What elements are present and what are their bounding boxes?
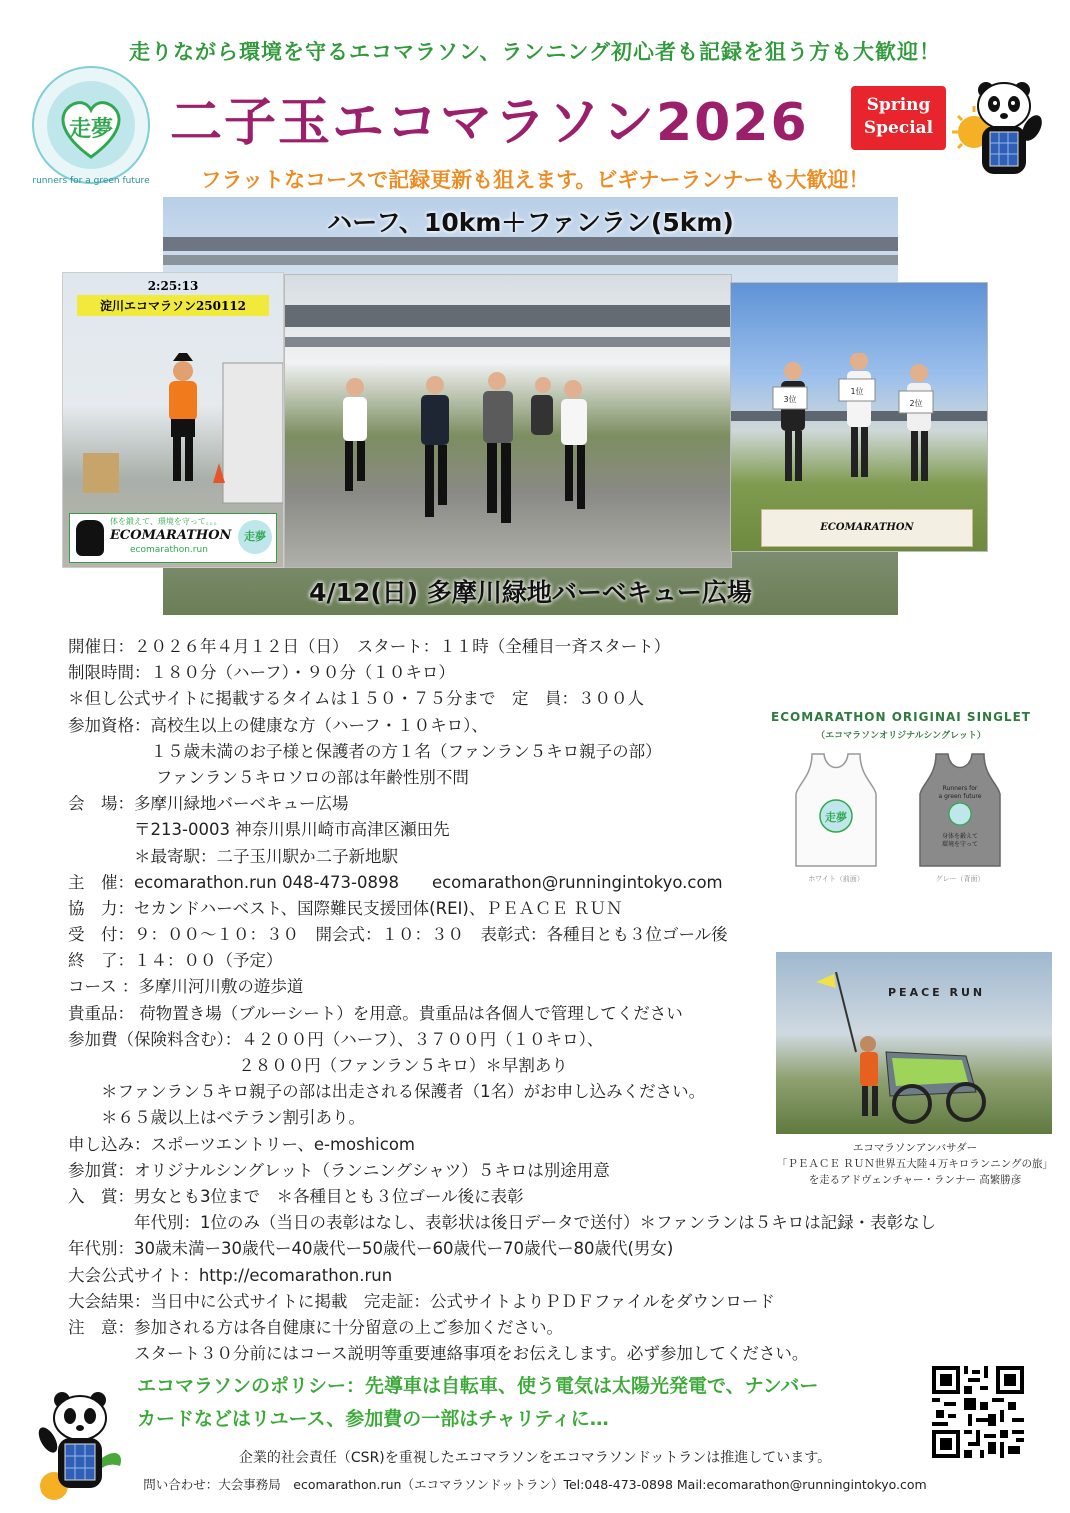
csr-statement: 企業的社会責任（CSR)を重視したエコマラソンをエコマラソンドットランは推進しています。 — [238, 1450, 832, 1466]
podium-photo — [730, 282, 988, 552]
badge-line-2: Special — [863, 118, 934, 138]
singlet-subtitle: （エコマラソンオリジナルシングレット） — [816, 731, 986, 741]
detail-line: 注 意：参加される方は各自健康に十分留意の上ご参加ください。 — [68, 1317, 563, 1337]
detail-line: 参加賞：オリジナルシングレット（ランニングシャツ）５キロは別途用意 — [68, 1160, 610, 1180]
detail-line: 協 力：セカンドハーベスト、国際難民支援団体(REI)、ＰＥＡＣＥ ＲＵＮ — [68, 898, 623, 918]
venue-caption: 4/12(日) 多摩川緑地バーベキュー広場 — [309, 578, 752, 607]
podium-first-label: 1位 — [850, 387, 864, 396]
detail-line: 会 場：多摩川緑地バーベキュー広場 — [68, 794, 349, 814]
white-singlet-icon — [788, 750, 884, 870]
event-banner: 淀川エコマラソン250112 — [77, 295, 269, 316]
bridge-deck-2 — [285, 337, 731, 347]
detail-line: ファンラン５キロソロの部は年齢性別不問 — [68, 767, 469, 787]
eco-policy — [137, 1370, 818, 1436]
badge-line-1: Spring — [866, 95, 931, 115]
banner-title: ECOMARATHON — [110, 528, 232, 543]
detail-line: 大会公式サイト：http://ecomarathon.run — [68, 1265, 393, 1285]
finish-time: 2:25:13 — [147, 279, 199, 293]
qr-code-icon[interactable] — [932, 1366, 1024, 1458]
detail-line: 年代別：1位のみ（当日の表彰はなし、表彰状は後日データで送付）＊ファンランは５キロは記録・表彰なし — [68, 1213, 937, 1233]
detail-line: スタート３０分前にはコース説明等重要連絡事項をお伝えします。必ず参加してください。 — [68, 1344, 809, 1364]
detail-line: 年代別：30歳未満ー30歳代ー40歳代ー50歳代ー60歳代ー70歳代ー80歳代(男女) — [68, 1239, 674, 1259]
bridge-lower — [163, 255, 898, 265]
peace-caption-line-2: 「ＰＥＡＣＥ ＲＵＮ世界五大陸４万キロランニングの旅」 — [776, 1158, 1054, 1170]
detail-line: コース ：多摩川河川敷の遊歩道 — [68, 977, 304, 997]
detail-line: 大会結果：当日中に公式サイトに掲載 完走証：公式サイトよりＰＤＦファイルをダウンロード — [68, 1291, 775, 1311]
contact-info: 問い合わせ：大会事務局 ecomarathon.run（エコマラソンドットラン）Tel:048-473-0898 Mail:ecomarathon@runningintokyo.com — [143, 1477, 927, 1492]
detail-line: ２８００円（ファンラン５キロ）＊早割あり — [68, 1056, 568, 1075]
white-singlet-caption: ホワイト（前面） — [808, 875, 864, 883]
ecomarathon-banner — [69, 513, 277, 563]
detail-line: 参加資格：高校生以上の健康な方（ハーフ・１０キロ）、 — [68, 715, 488, 735]
white-singlet-logo: 走夢 — [825, 811, 847, 824]
podium-third-label: 3位 — [783, 395, 797, 404]
bridge-deck — [285, 305, 731, 327]
detail-line: 制限時間：１８０分（ハーフ）・９０分（１０キロ） — [68, 663, 455, 683]
detail-line: 受 付：９：００〜１０：３０ 開会式：１０：３０ 表彰式：各種目とも３位ゴール後 — [68, 925, 728, 945]
detail-line: １５歳未満のお子様と保護者の方１名（ファンラン５キロ親子の部） — [68, 741, 662, 761]
detail-line: 主 催：ecomarathon.run 048-473-0898 ecomarathon@runningintokyo.com — [68, 872, 723, 892]
grey-singlet-line-1: Runners for — [942, 785, 978, 792]
bridge-upper — [163, 237, 898, 251]
detail-line: 申し込み：スポーツエントリー、e-moshicom — [68, 1134, 416, 1154]
banner-url: ecomarathon.run — [130, 545, 208, 555]
logo-ring-text: runners for a green future — [32, 176, 150, 186]
grey-singlet-line-4: 環境を守って — [941, 841, 979, 848]
page-title: 二子玉エコマラソン2026 — [170, 93, 809, 153]
peace-caption-line-3: を走るアドヴェンチャー・ランナー 高繁勝彦 — [808, 1174, 1022, 1186]
logo-text: 走夢 — [68, 117, 114, 142]
spring-special-badge — [851, 86, 946, 150]
detail-line: ＊最寄駅：二子玉川駅か二子新地駅 — [68, 846, 398, 866]
detail-line: 終 了：１４：００（予定） — [68, 951, 283, 971]
podium-banner: ECOMARATHON — [761, 509, 973, 547]
peace-run-logo: PEACE RUN — [888, 986, 986, 999]
detail-line: ＊６５歳以上はベテラン割引あり。 — [68, 1108, 365, 1128]
podium-second-label: 2位 — [909, 399, 923, 408]
detail-line: 開催日：２０２６年４月１２日（日） スタート：１１時（全種目一斉スタート） — [68, 637, 671, 656]
grey-singlet-caption: グレー（背面） — [935, 875, 985, 883]
distance-caption: ハーフ、10km＋ファンラン(5km) — [327, 208, 734, 237]
detail-line: 〒213-0003 神奈川県川崎市高津区瀬田先 — [68, 820, 450, 840]
detail-line: 貴重品： 荷物置き場（ブルーシート）を用意。貴重品は各個人で管理してください — [68, 1003, 683, 1023]
detail-line: ＊ファンラン５キロ親子の部は出走される保護者（1名）がお申し込みください。 — [68, 1082, 706, 1102]
detail-line: ＊但し公式サイトに掲載するタイムは１５０・７５分まで 定 員：３００人 — [68, 689, 645, 709]
peace-run-photo — [776, 952, 1052, 1134]
banner-panda-icon — [76, 520, 104, 556]
header-tagline: 走りながら環境を守るエコマラソン、ランニング初心者も記録を狙う方も大歓迎！ — [129, 40, 941, 64]
singlet-panel — [766, 706, 1036, 896]
banner-slogan: 体を鍛えて、環境を守って。。。 — [110, 517, 222, 526]
peace-run-caption — [750, 1140, 1070, 1188]
peace-caption-line-1: エコマラソンアンバサダー — [852, 1142, 978, 1154]
policy-line-1: エコマラソンのポリシー：先導車は自転車、使う電気は太陽光発電で、ナンバー — [137, 1375, 819, 1397]
detail-line: 参加費（保険料含む）：４２００円（ハーフ）、３７００円（１０キロ）、 — [68, 1029, 604, 1049]
singlet-title: ECOMARATHON ORIGINAI SINGLET — [771, 710, 1031, 724]
grey-singlet-line-2: a green future — [938, 793, 982, 800]
detail-line: 入 賞：男女とも3位まで ＊各種目とも３位ゴール後に表彰 — [68, 1186, 524, 1206]
finish-line-photo — [62, 272, 284, 568]
policy-line-2: カードなどはリユース、参加費の一部はチャリティに… — [137, 1408, 609, 1430]
grey-singlet-line-3: 身体を鍛えて — [941, 833, 979, 840]
grey-singlet-icon — [912, 750, 1008, 870]
runners-photo — [284, 274, 732, 568]
banner-logo: 走夢 — [238, 520, 272, 554]
header-subtagline: フラットなコースで記録更新も狙えます。ビギナーランナーも大歓迎！ — [200, 168, 870, 192]
